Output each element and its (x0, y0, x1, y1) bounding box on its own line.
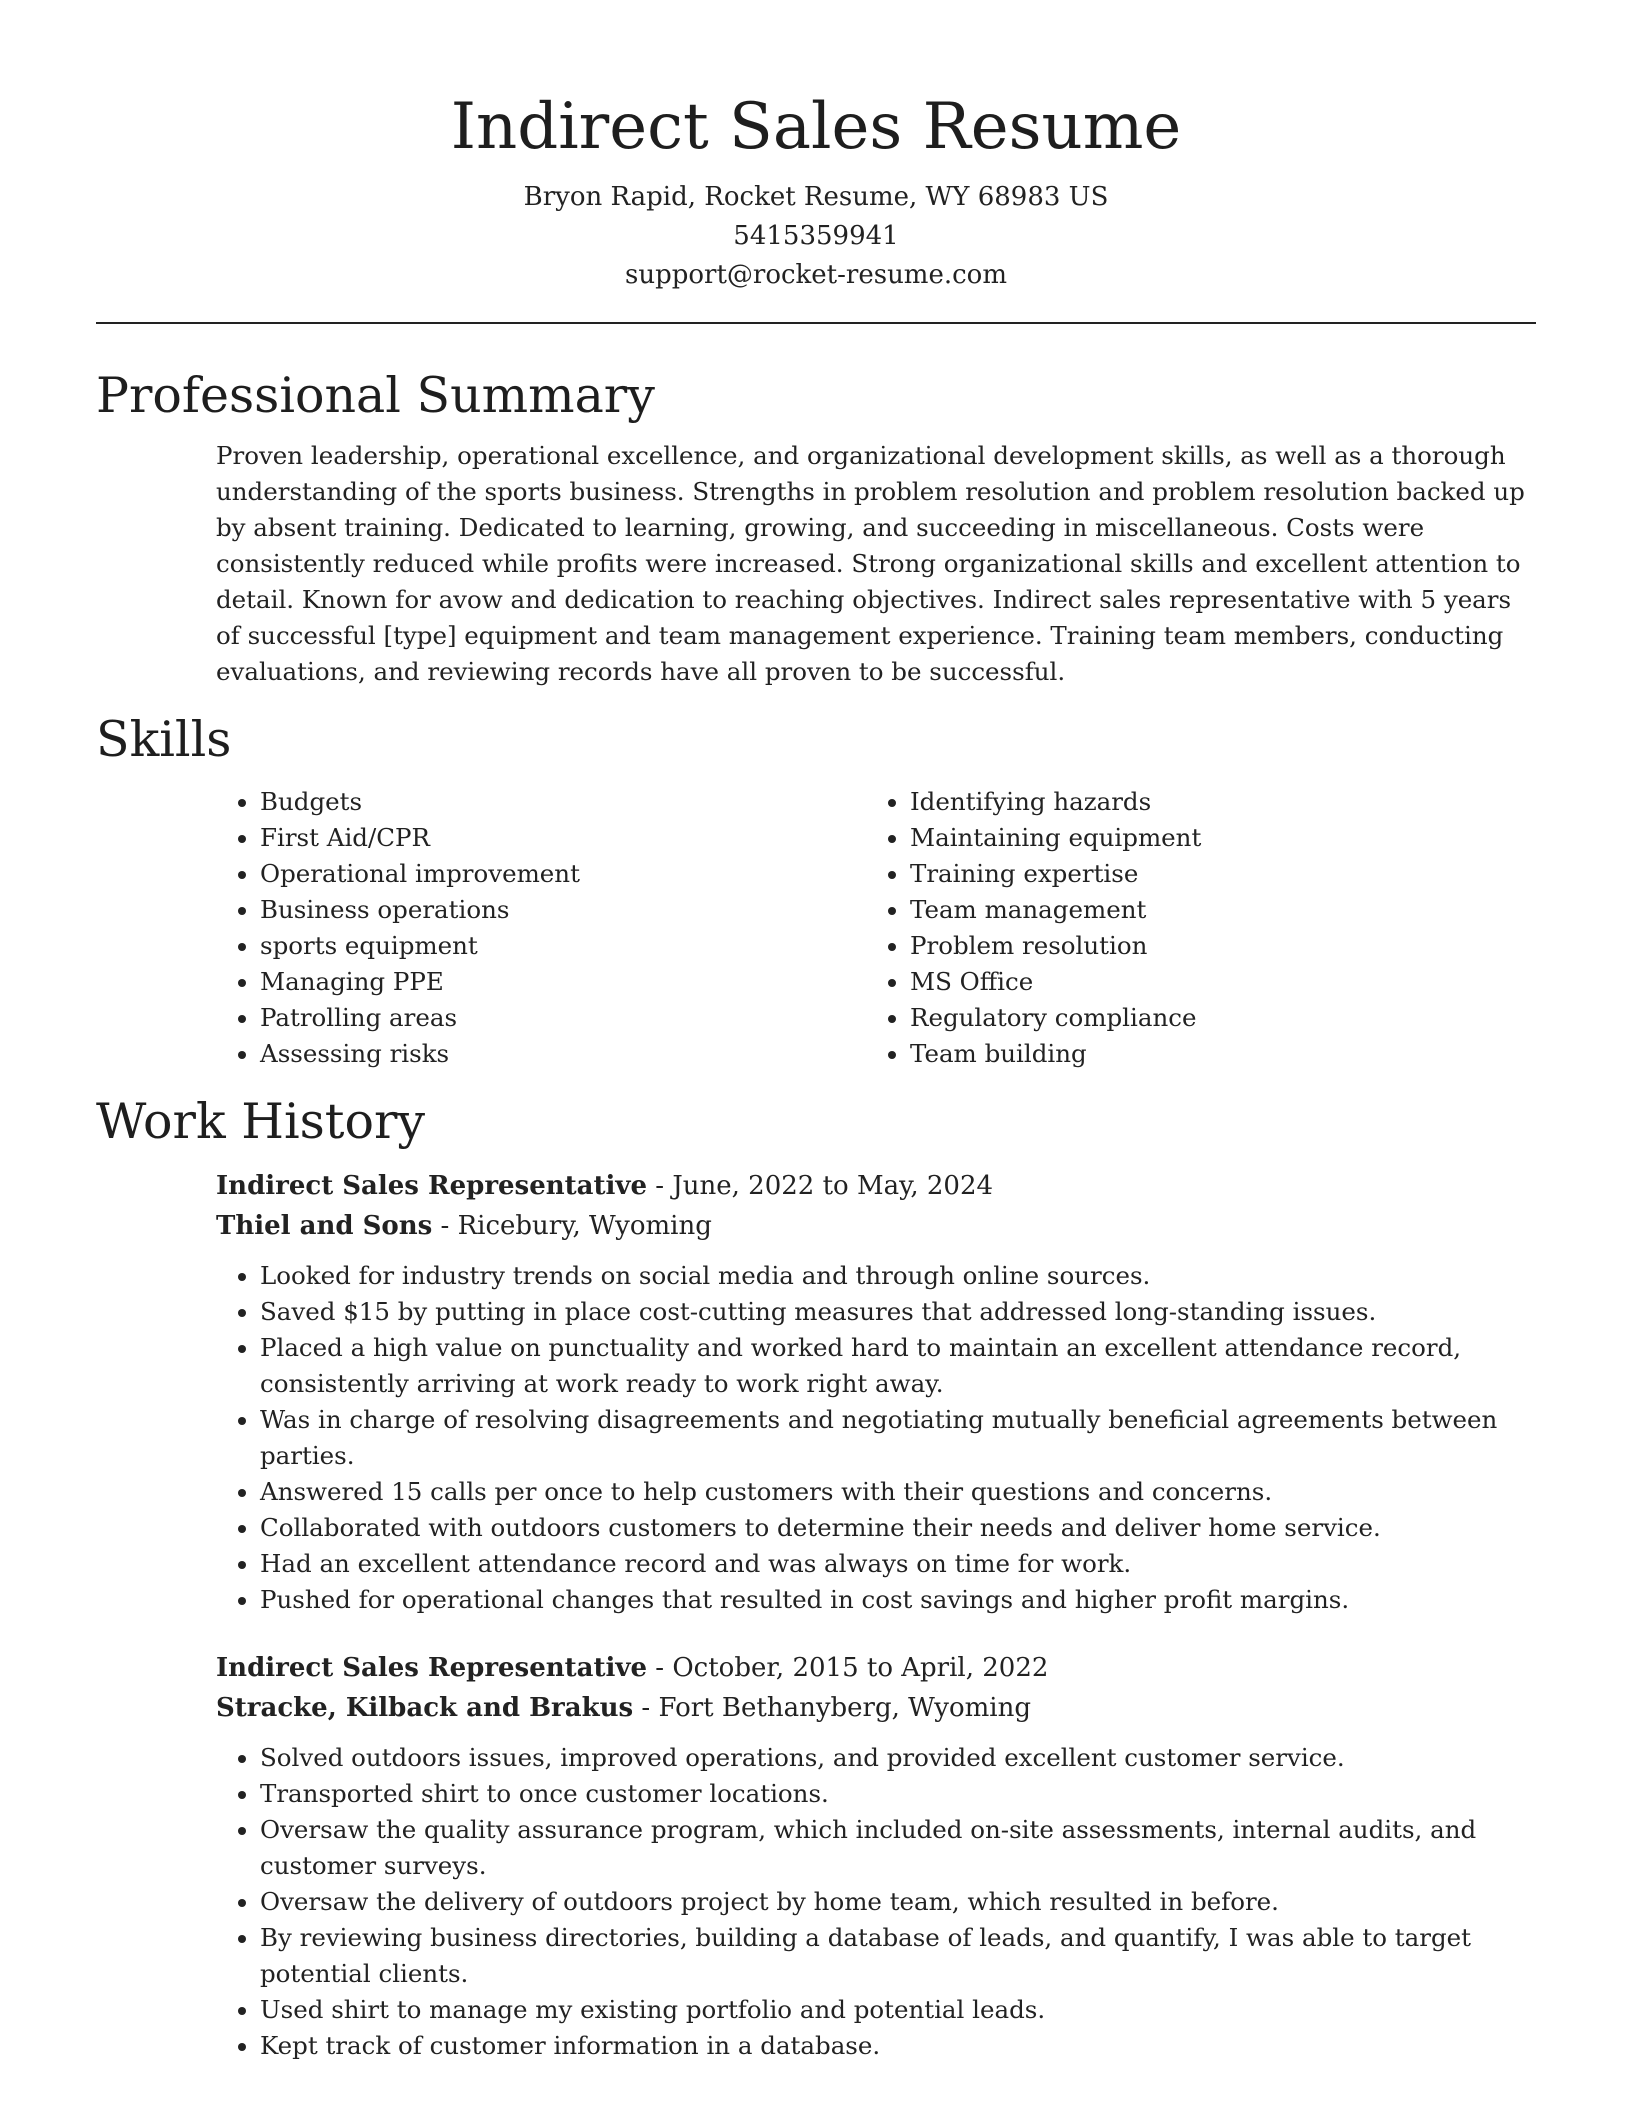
skill-item: • Problem resolution (910, 928, 1201, 964)
contact-email: support@rocket-resume.com (624, 260, 1007, 290)
job-dates: - June, 2022 to May, 2024 (647, 1171, 994, 1201)
resume-title: Indirect Sales Resume (450, 90, 1182, 164)
skill-item: • Managing PPE (260, 964, 866, 1000)
job-bullet: • Placed a high value on punctuality and worked hard to maintain an excellent attendance record, consistently arriving at work ready to work right away. (260, 1330, 1536, 1402)
job-bullets (216, 1740, 1536, 2064)
job-bullets (216, 1258, 1536, 1618)
skills-heading: Skills (96, 711, 232, 768)
skill-item: • Operational improvement (260, 856, 866, 892)
job-bullet: • Transported shirt to once customer locations. (260, 1776, 1536, 1812)
job-title-line (216, 1166, 1536, 1206)
job-company-line (216, 1206, 1536, 1246)
job-location: - Fort Bethanyberg, Wyoming (633, 1693, 1031, 1723)
skill-item: • Team management (910, 892, 1201, 928)
skill-item: • Maintaining equipment (910, 820, 1201, 856)
job-bullet: • Looked for industry trends on social media and through online sources. (260, 1258, 1536, 1294)
job-title-line (216, 1648, 1536, 1688)
job-title: Indirect Sales Representative (216, 1171, 648, 1201)
summary-heading: Professional Summary (96, 367, 655, 424)
job-title: Indirect Sales Representative (216, 1653, 648, 1683)
job-bullet: • Oversaw the quality assurance program, which included on-site assessments, internal audits, and customer surveys. (260, 1812, 1536, 1884)
job-bullet: • Solved outdoors issues, improved operations, and provided excellent customer service. (260, 1740, 1536, 1776)
skill-item: • Regulatory compliance (910, 1000, 1201, 1036)
job-entry (216, 1648, 1536, 2064)
job-bullet: • Oversaw the delivery of outdoors project by home team, which resulted in before. (260, 1884, 1536, 1920)
job-bullet: • Used shirt to manage my existing portfolio and potential leads. (260, 1992, 1536, 2028)
skill-item: • Assessing risks (260, 1036, 866, 1072)
job-bullet: • Answered 15 calls per once to help customers with their questions and concerns. (260, 1474, 1536, 1510)
skills-column-2 (866, 784, 1201, 1072)
skills-list (216, 784, 1536, 1072)
skill-item: • Business operations (260, 892, 866, 928)
job-bullet: • Was in charge of resolving disagreements and negotiating mutually beneficial agreements between parties. (260, 1402, 1536, 1474)
contact-phone: 5415359941 (733, 221, 899, 251)
skill-item: • sports equipment (260, 928, 866, 964)
header-divider (96, 322, 1536, 324)
job-bullet: • Kept track of customer information in a database. (260, 2028, 1536, 2064)
job-location: - Ricebury, Wyoming (432, 1211, 712, 1241)
job-bullet: • Had an excellent attendance record and was always on time for work. (260, 1546, 1536, 1582)
job-dates: - October, 2015 to April, 2022 (647, 1653, 1049, 1683)
skill-item: • Training expertise (910, 856, 1201, 892)
skill-item: • First Aid/CPR (260, 820, 866, 856)
summary-text: Proven leadership, operational excellence, and organizational development skills, as well as a thorough understanding of the sports business. Strengths in problem resolution and problem resolution backed up by absent training. Dedicated to learning, growing, and succeeding in miscellaneous. Costs were consistently reduced while profits were increased. Strong organizational skills and excellent attention to detail. Known for avow and dedication to reaching objectives. Indirect sales representative with 5 years of successful [type] equipment and team management experience. Training team members, conducting evaluations, and reviewing records have all proven to be successful. (216, 441, 1525, 686)
skill-item: • Patrolling areas (260, 1000, 866, 1036)
job-company: Thiel and Sons (216, 1211, 433, 1241)
job-company: Stracke, Kilback and Brakus (216, 1693, 634, 1723)
job-bullet: • Pushed for operational changes that resulted in cost savings and higher profit margins. (260, 1582, 1536, 1618)
skill-item: • Team building (910, 1036, 1201, 1072)
job-bullet: • Collaborated with outdoors customers to determine their needs and deliver home service. (260, 1510, 1536, 1546)
job-company-line (216, 1688, 1536, 1728)
skills-column-1 (216, 784, 866, 1072)
work-history-heading: Work History (96, 1093, 426, 1150)
skill-item: • Budgets (260, 784, 866, 820)
skill-item: • Identifying hazards (910, 784, 1201, 820)
job-bullet: • By reviewing business directories, building a database of leads, and quantify, I was able to target potential clients. (260, 1920, 1536, 1992)
skill-item: • MS Office (910, 964, 1201, 1000)
resume-page (96, 0, 1536, 2064)
job-bullet: • Saved $15 by putting in place cost-cutting measures that addressed long-standing issues. (260, 1294, 1536, 1330)
contact-address: Bryon Rapid, Rocket Resume, WY 68983 US (523, 182, 1109, 212)
job-entry (216, 1166, 1536, 1618)
contact-block (96, 178, 1536, 295)
